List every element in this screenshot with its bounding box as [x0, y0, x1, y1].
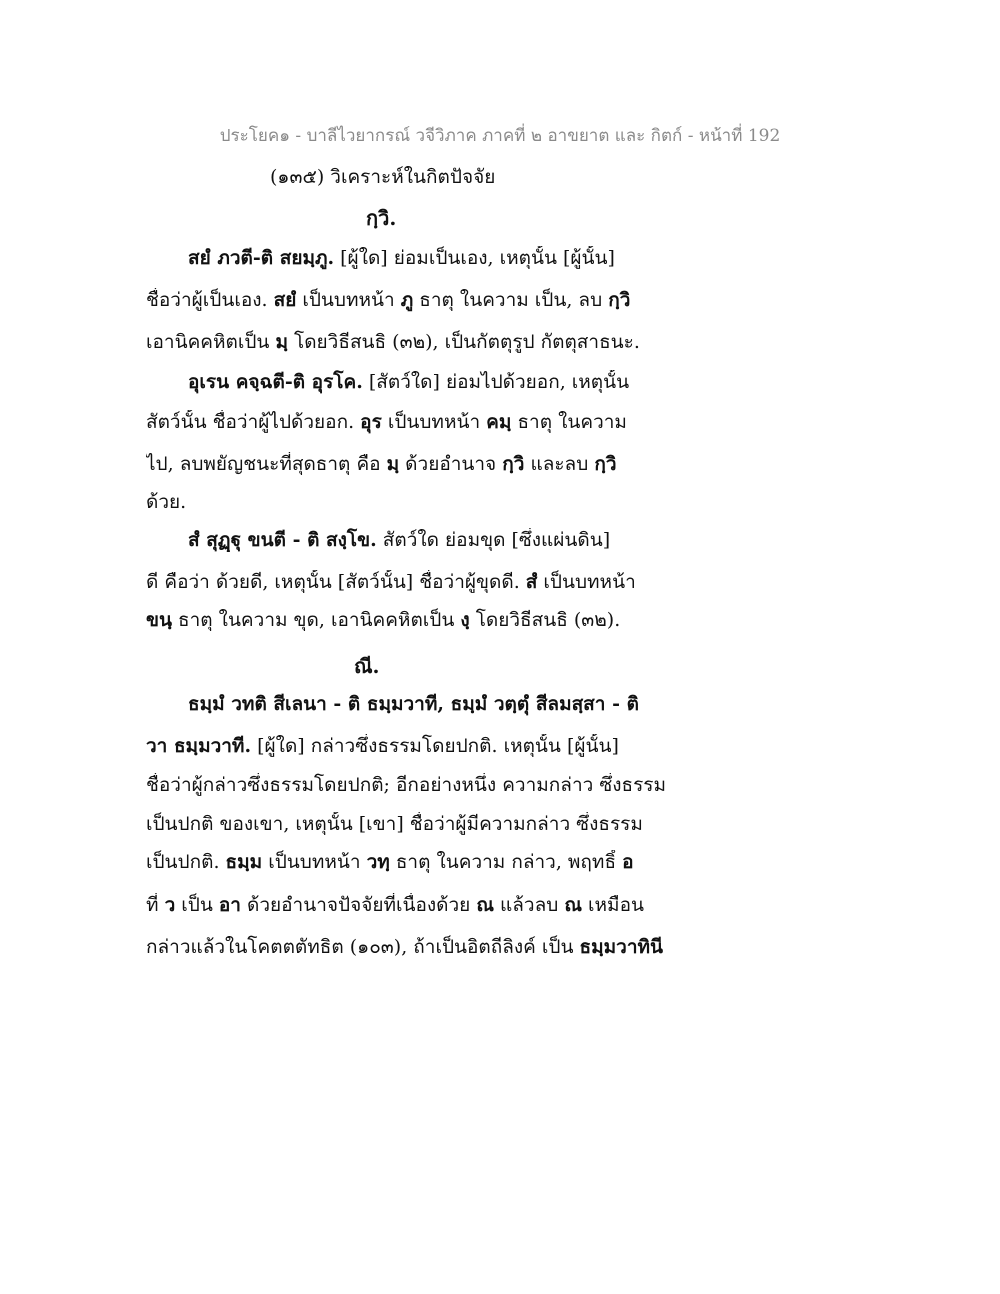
text-run: เป็นปกติ ของเขา, เหตุนั้น [เขา] ชื่อว่าผู้มีความกล่าว ซึ่งธรรม: [146, 813, 643, 835]
text-run: กล่าวแล้วในโคตตตัทธิต (๑๐๓), ถ้าเป็นอิตถีลิงค์ เป็น: [146, 936, 580, 958]
running-header: ประโยค๑ - บาลีไวยากรณ์ วจีวิภาค ภาคที่ ๒ อาขยาต และ กิตก์ - หน้าที่ 192: [219, 126, 781, 146]
text-run: [ผู้ใด] กล่าวซึ่งธรรมโดยปกติ. เหตุนั้น [ผู้นั้น]: [251, 735, 619, 757]
bold-term: ธมฺมํ วทติ สีเลนา - ติ ธมฺมวาที, ธมฺมํ วตฺตุํ สีลมสฺสา - ติ: [188, 693, 639, 715]
text-run: และลบ: [524, 453, 595, 475]
text-run: [สัตว์ใด] ย่อมไปด้วยอก, เหตุนั้น: [362, 371, 630, 393]
bold-term: ขนฺ: [146, 609, 172, 631]
text-run: โดยวิธีสนธิ (๓๒), เป็นกัตตุรูป กัตตุสาธนะ.: [287, 331, 640, 353]
bold-term: ภู: [400, 289, 414, 311]
text-run: ที่: [146, 894, 165, 916]
text-run: ธาตุ ในความ เป็น, ลบ: [413, 289, 609, 311]
text-run: ด้วย.: [146, 491, 187, 513]
body-line: [146, 773, 666, 797]
body-line: [146, 452, 666, 476]
bold-term: วทฺ: [366, 851, 390, 873]
subhead-kvi: กฺวิ.: [366, 206, 397, 230]
bold-term: ณ: [476, 894, 494, 916]
body-line: [146, 608, 666, 632]
bold-term: กฺวิ: [502, 453, 525, 475]
bold-term: ธมฺม: [225, 851, 263, 873]
body-line: [188, 370, 666, 394]
bold-term: มฺ: [386, 453, 400, 475]
bold-term: ณ: [564, 894, 582, 916]
body-line: [146, 850, 666, 874]
text-run: แล้วลบ: [494, 894, 565, 916]
text-run: เป็นบทหน้า: [262, 851, 367, 873]
section-title: (๑๓๕) วิเคราะห์ในกิตปัจจัย: [270, 166, 496, 188]
bold-term: อุร: [360, 411, 382, 433]
text-run: ธาตุ ในความ: [511, 411, 627, 433]
text-run: ชื่อว่าผู้เป็นเอง.: [146, 289, 274, 311]
body-line: [188, 692, 666, 716]
text-run: [ผู้ใด] ย่อมเป็นเอง, เหตุนั้น [ผู้นั้น]: [334, 247, 615, 269]
text-run: เป็น: [175, 894, 219, 916]
text-run: โดยวิธีสนธิ (๓๒).: [469, 609, 621, 631]
body-line: [188, 246, 666, 270]
bold-term: อ: [622, 851, 634, 873]
text-run: ด้วยอำนาจปัจจัยที่เนื่องด้วย: [240, 894, 477, 916]
bold-term: วา ธมฺมวาที.: [146, 735, 252, 757]
body-line: [146, 893, 666, 917]
text-run: เป็นบทหน้า: [537, 571, 636, 593]
text-run: เหมือน: [581, 894, 644, 916]
bold-term: อุเรน คจฺฉตี-ติ อุรโค.: [188, 371, 363, 393]
text-run: เป็นบทหน้า: [381, 411, 487, 433]
body-line: [188, 528, 666, 552]
body-line: [146, 734, 666, 758]
bold-term: คมฺ: [486, 411, 512, 433]
text-run: สัตว์ใด ย่อมขุด [ซึ่งแผ่นดิน]: [376, 529, 611, 551]
body-line: [146, 812, 666, 836]
subhead-ni: ณี.: [354, 654, 380, 678]
body-line: [146, 935, 666, 959]
text-run: เอานิคคหิตเป็น: [146, 331, 276, 353]
bold-term: กฺวิ: [594, 453, 617, 475]
text-run: เป็นปกติ.: [146, 851, 226, 873]
bold-term: ธมฺมวาทินี: [579, 936, 664, 958]
body-line: [146, 330, 666, 354]
text-run: สัตว์นั้น ชื่อว่าผู้ไปด้วยอก.: [146, 411, 361, 433]
bold-term: อา: [218, 894, 241, 916]
text-run: เป็นบทหน้า: [296, 289, 401, 311]
body-line: [146, 570, 666, 594]
bold-term: สํ สุฏฺฐุ ขนตี - ติ สงฺโข.: [188, 529, 377, 551]
body-line: [146, 410, 666, 434]
bold-term: มฺ: [275, 331, 288, 353]
bold-term: งฺ: [460, 609, 470, 631]
bold-term: กฺวิ: [608, 289, 631, 311]
body-line: [146, 288, 666, 312]
bold-term: สยํ: [273, 289, 297, 311]
text-run: ชื่อว่าผู้กล่าวซึ่งธรรมโดยปกติ; อีกอย่างหนึ่ง ความกล่าว ซึ่งธรรม: [146, 774, 666, 796]
text-run: ไป, ลบพยัญชนะที่สุดธาตุ คือ: [146, 453, 387, 475]
text-run: ธาตุ ในความ ขุด, เอานิคคหิตเป็น: [171, 609, 461, 631]
text-run: ธาตุ ในความ กล่าว, พฤทธิ์: [389, 851, 623, 873]
text-run: ดี คือว่า ด้วยดี, เหตุนั้น [สัตว์นั้น] ชื่อว่าผู้ขุดดี.: [146, 571, 526, 593]
text-run: ด้วยอำนาจ: [399, 453, 503, 475]
bold-term: ว: [164, 894, 176, 916]
body-line: [146, 490, 666, 514]
bold-term: สยํ ภวตี-ติ สยมฺภู.: [188, 247, 335, 269]
bold-term: สํ: [525, 571, 538, 593]
